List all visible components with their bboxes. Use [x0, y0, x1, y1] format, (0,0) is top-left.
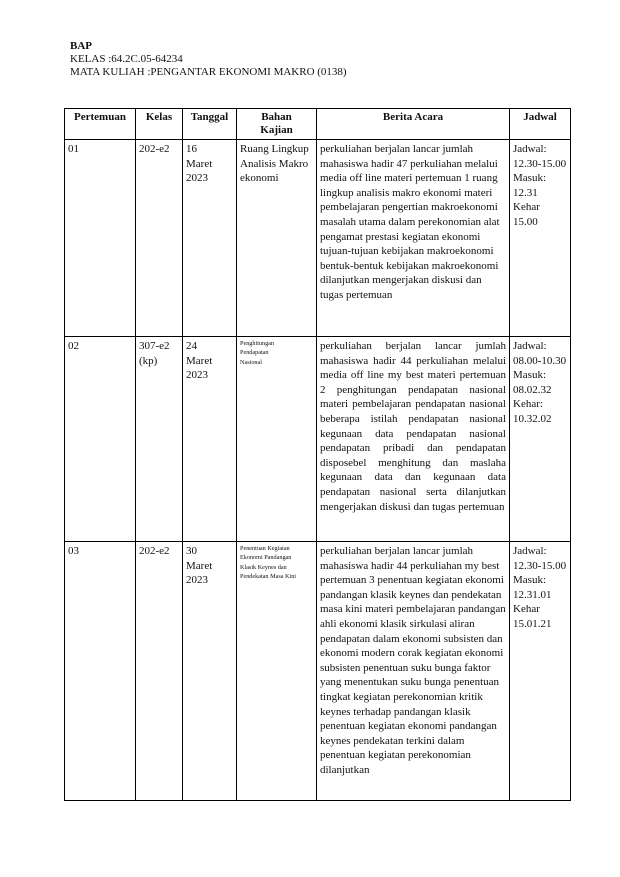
cell-tanggal — [183, 542, 237, 801]
date-month: Maret — [186, 559, 213, 572]
cell-tanggal — [183, 140, 237, 337]
kehar-time: 10.32.02 — [513, 412, 552, 425]
kehar-time: 15.01.21 — [513, 617, 552, 630]
date-day: 16 — [186, 143, 197, 155]
date-year: 2023 — [186, 172, 208, 185]
attendance-table — [64, 108, 571, 801]
date-day: 24 — [186, 340, 197, 352]
jadwal-label: Jadwal: — [513, 143, 547, 155]
cell-berita-acara: perkuliahan berjalan lancar jumlah mahasiswa hadir 44 perkuliahan melalui media off line my best materi pertemuan 2 penghitungan pendapatan nasional materi pembelajaran pendapatan nasional beberapa istilah pendapatan nasional kegunaan data pendapatan nasional pendapatan pribadi dan pendapatan disposebel menghitung dan maslaha kegunaan data dan kegunaan data pendapatan nasional serta dilanjutkan mengerjakan diskusi dan tugas pertemuan — [317, 337, 510, 542]
column-header-pertemuan: Pertemuan — [65, 109, 136, 140]
jadwal-time: 12.30-15.00 — [513, 157, 567, 170]
document-title: BAP — [70, 40, 92, 52]
cell-kelas: 307-e2 (kp) — [136, 337, 183, 542]
cell-jadwal — [510, 542, 571, 801]
kehar-time: 15.00 — [513, 215, 538, 228]
course-name: MATA KULIAH :PENGANTAR EKONOMI MAKRO (0138) — [70, 66, 347, 78]
cell-tanggal — [183, 337, 237, 542]
document-header — [70, 40, 347, 79]
masuk-label: Masuk: — [513, 172, 546, 185]
date-month: Maret — [186, 157, 213, 170]
masuk-label: Masuk: — [513, 574, 546, 587]
column-header-tanggal: Tanggal — [183, 109, 237, 140]
cell-bahan-kajian: Penghitungan Pendapatan Nasional — [237, 337, 317, 542]
masuk-label: Masuk: — [513, 369, 546, 382]
masuk-time: 12.31.01 — [513, 588, 552, 601]
table-header-row — [65, 109, 571, 140]
column-header-jadwal: Jadwal — [510, 109, 571, 140]
cell-pertemuan: 01 — [65, 140, 136, 337]
cell-berita-acara: perkuliahan berjalan lancar jumlah mahasiswa hadir 47 perkuliahan melalui media off line materi pertemuan 1 ruang lingkup analisis makro ekonomi materi pembelajaran pengertian makroekonomi masalah utama dalam perekonomian alat pengamat prestasi kegiatan ekonomi tujuan-tujuan kebijakan makroekonomi bentuk-bentuk kebijakan makroekonomi dilanjutkan mengerjakan diskusi dan tugas pertemuan — [317, 140, 510, 337]
date-year: 2023 — [186, 369, 208, 382]
jadwal-label: Jadwal: — [513, 545, 547, 557]
masuk-time: 12.31 — [513, 186, 538, 199]
cell-kelas: 202-e2 — [136, 542, 183, 801]
table-row — [65, 337, 571, 542]
cell-jadwal — [510, 337, 571, 542]
jadwal-time: 12.30-15.00 — [513, 559, 567, 572]
cell-jadwal — [510, 140, 571, 337]
column-header-berita-acara: Berita Acara — [317, 109, 510, 140]
masuk-time: 08.02.32 — [513, 383, 552, 396]
kehar-label: Kehar — [513, 201, 540, 214]
cell-pertemuan: 03 — [65, 542, 136, 801]
cell-berita-acara: perkuliahan berjalan lancar jumlah mahasiswa hadir 44 perkuliahan my best pertemuan 3 penentuan kegiatan ekonomi pandangan klasik keynes dan pendekatan masa kini materi pembelajaran pandangan ahli ekonomi klasik sirkulasi aliran pendapatan dalam ekonomi subsisten dan ekonomi modern corak kegiatan ekonomi subsisten penentuan suku bunga faktor yang menentukan suku bunga penentuan tingkat kegiatan perekonomian kritik keynes terhadap pandangan klasik penentuan kegiatan ekonomi pandangan keynes pendekatan terkini dalam penentuan kegiatan perekonomian dilanjutkan — [317, 542, 510, 801]
kehar-label: Kehar — [513, 603, 540, 616]
jadwal-label: Jadwal: — [513, 340, 547, 352]
date-year: 2023 — [186, 574, 208, 587]
column-header-kelas: Kelas — [136, 109, 183, 140]
date-month: Maret — [186, 354, 213, 367]
date-day: 30 — [186, 545, 197, 557]
jadwal-time: 08.00-10.30 — [513, 354, 567, 367]
table-row — [65, 140, 571, 337]
cell-bahan-kajian: Penentuan Kegiatan Ekonomi Pandangan Klasik Keynes dan Pendekatan Masa Kini — [237, 542, 317, 801]
table-row — [65, 542, 571, 801]
cell-bahan-kajian: Ruang Lingkup Analisis Makro ekonomi — [237, 140, 317, 337]
cell-pertemuan: 02 — [65, 337, 136, 542]
kehar-label: Kehar: — [513, 398, 543, 411]
class-code: KELAS :64.2C.05-64234 — [70, 53, 183, 65]
cell-kelas: 202-e2 — [136, 140, 183, 337]
column-header-bahan-kajian: Bahan Kajian — [237, 109, 317, 140]
